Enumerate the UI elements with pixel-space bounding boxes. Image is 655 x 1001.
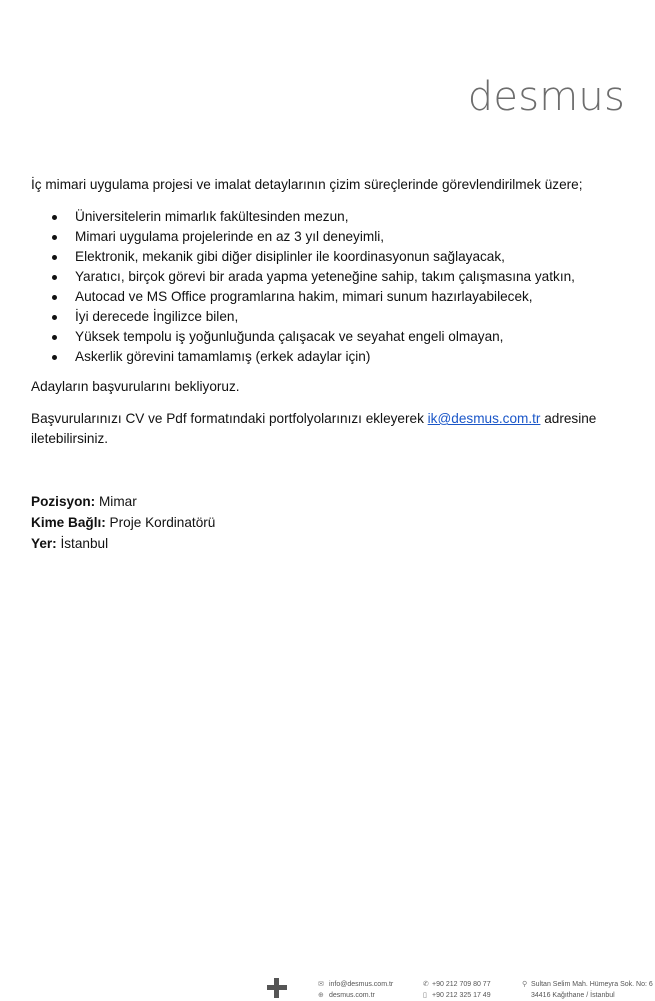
apply-instructions: Başvurularınızı CV ve Pdf formatındaki portfolyolarınızı ekleyerek ik@desmus.com.tr adresine iletebilirsiniz. [31,411,597,446]
list-item: Autocad ve MS Office programlarına hakim, mimari sunum hazırlayabilecek, [31,287,621,307]
reports-to-row: Kime Bağlı: Proje Kordinatörü [31,515,216,530]
bullet-icon [52,295,57,300]
bullet-icon [52,315,57,320]
waiting-text: Adayların başvurularını bekliyoruz. [31,379,240,394]
bullet-icon [52,215,57,220]
list-item: İyi derecede İngilizce bilen, [31,307,621,327]
footer-website[interactable]: desmus.com.tr [328,992,375,999]
phone-icon: ✆ [423,981,429,988]
mail-icon: ✉ [318,981,324,988]
requirements-list [31,207,621,367]
list-item: Üniversitelerin mimarlık fakültesinden mezun, [31,207,621,227]
list-item: Askerlik görevini tamamlamış (erkek adaylar için) [31,347,621,367]
footer-contact-web [318,979,393,1001]
footer-email[interactable]: info@desmus.com.tr [328,981,394,988]
company-logo: desmus [467,74,625,120]
bullet-icon [52,255,57,260]
intro-text: İç mimari uygulama projesi ve imalat detaylarının çizim süreçlerinde görevlendirilmek üzere; [31,177,583,192]
bullet-icon [52,335,57,340]
email-link[interactable]: ik@desmus.com.tr [427,411,541,426]
location-row: Yer: İstanbul [31,536,109,551]
footer-fax: +90 212 325 17 49 [432,992,491,999]
globe-icon: ⊕ [318,992,324,999]
job-posting [31,175,621,554]
list-item: Yaratıcı, birçok görevi bir arada yapma yeteneğine sahip, takım çalışmasına yatkın, [31,267,621,287]
position-row: Pozisyon: Mimar [31,494,137,509]
footer-phone: +90 212 709 80 77 [432,981,491,988]
footer-address: ⚲ Sultan Selim Mah. Hümeyra Sok. No: 6 34416 Kağıthane / İstanbul [522,981,653,999]
fax-icon: ▯ [423,992,427,999]
location-pin-icon: ⚲ [522,981,528,988]
bullet-icon [52,275,57,280]
plus-logo-icon [267,978,287,998]
list-item: Mimari uygulama projelerinde en az 3 yıl deneyimli, [31,227,621,247]
position-details [31,491,621,554]
list-item: Elektronik, mekanik gibi diğer disiplinler ile koordinasyonun sağlayacak, [31,247,621,267]
footer [0,973,655,1000]
footer-contact-phone [423,979,491,1001]
list-item: Yüksek tempolu iş yoğunluğunda çalışacak ve seyahat engeli olmayan, [31,327,621,347]
bullet-icon [52,355,57,360]
bullet-icon [52,235,57,240]
